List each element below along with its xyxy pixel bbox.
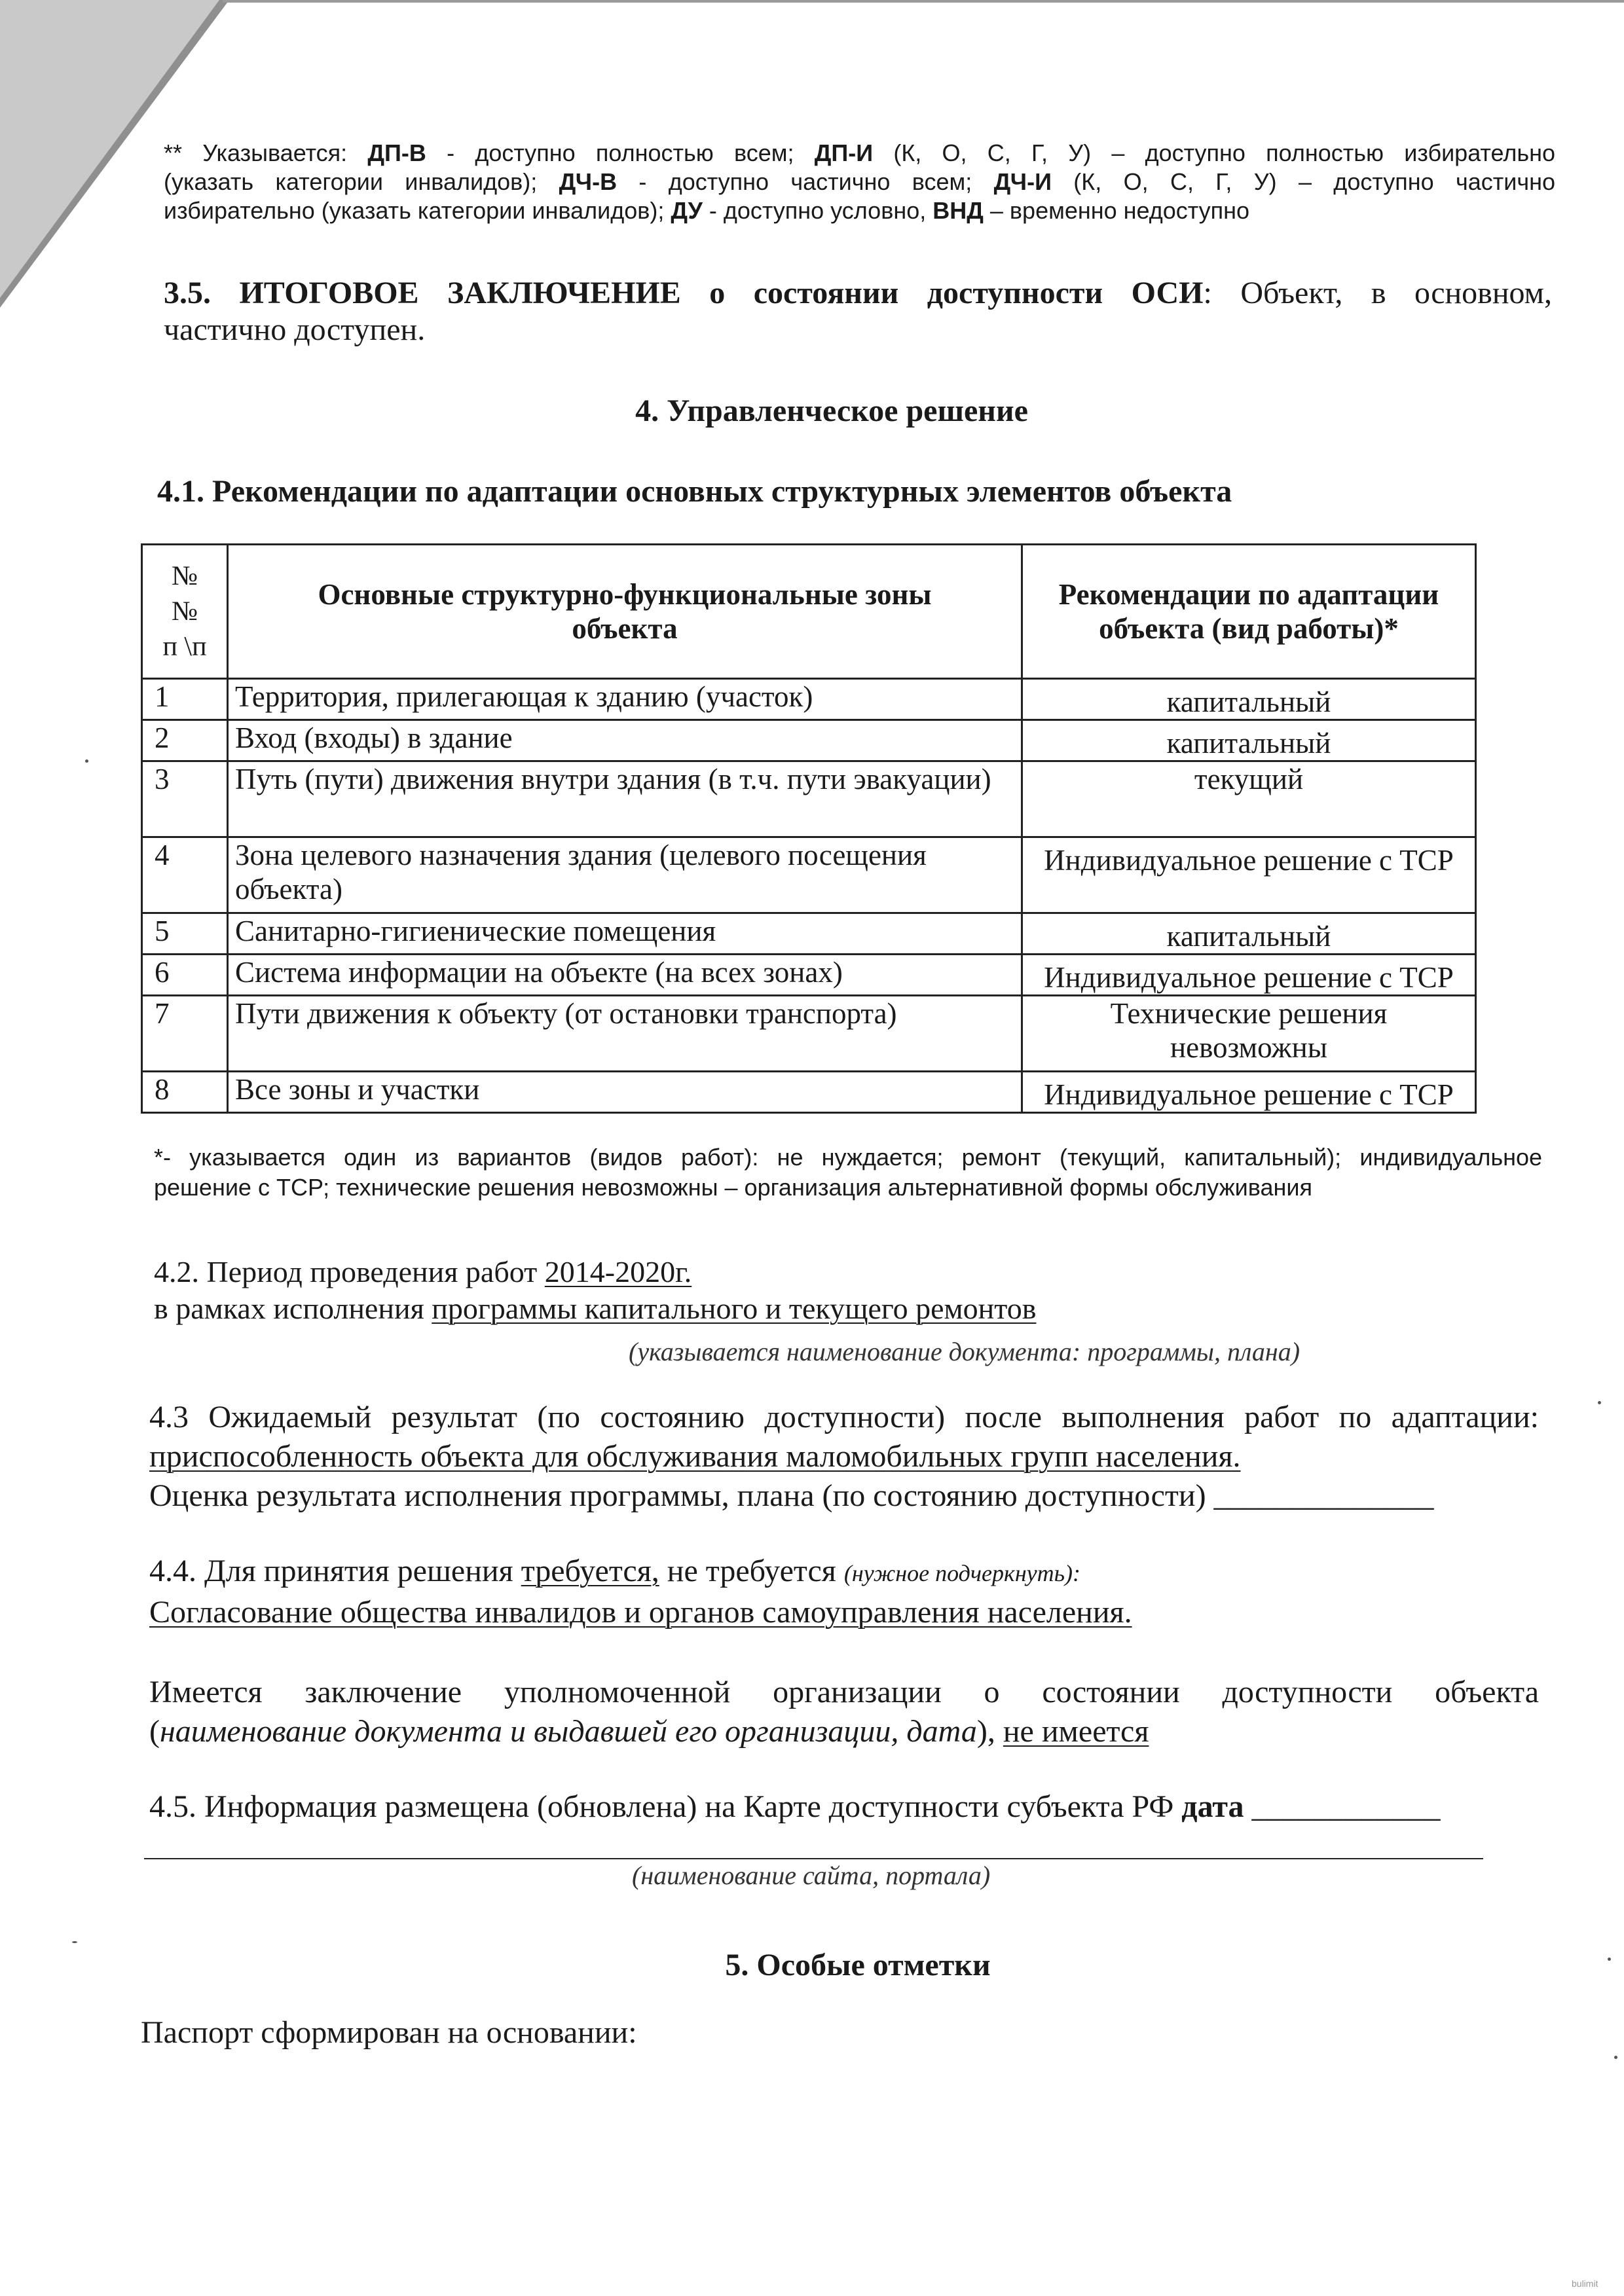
- row-recommendation: Индивидуальное решение с ТСР: [1022, 837, 1476, 913]
- row-num: 3: [142, 761, 228, 837]
- footnote-code: ДЧ-И: [993, 168, 1052, 195]
- final-conclusion-line-1: [164, 275, 1552, 312]
- section-4-2-caption: (указывается наименование документа: программы, плана): [629, 1337, 1301, 1366]
- footnote-text: – временно недоступно: [983, 197, 1250, 224]
- table-row: [142, 720, 1476, 761]
- section-4-4-line-1: [149, 1552, 1539, 1593]
- row-recommendation: Технические решения невозможны: [1022, 996, 1476, 1072]
- map-info-date-blank: ____________: [1244, 1789, 1441, 1824]
- footnote-top-line-2: [164, 168, 1555, 196]
- section-4-3-line-1: 4.3 Ожидаемый результат (по состоянию доступности) после выполнения работ по адаптации:: [149, 1400, 1539, 1434]
- section-4-4: [149, 1552, 1539, 1632]
- site-name-line: [144, 1858, 1483, 1859]
- row-zone: Система информации на объекте (на всех зонах): [228, 955, 1022, 996]
- table-footnote-line-1: *- указывается один из вариантов (видов работ): не нуждается; ремонт (текущий, капитальный); индивидуальное: [154, 1144, 1542, 1171]
- final-conclusion-text: : Объект, в основном,: [1203, 276, 1552, 310]
- footnote-text: избирательно (указать категории инвалидов);: [164, 197, 671, 224]
- section-4-4-line-2: Согласование общества инвалидов и органов самоуправления населения.: [149, 1595, 1132, 1630]
- table-row: [142, 679, 1476, 720]
- paren-open: (: [149, 1714, 160, 1749]
- section-4-3: [149, 1398, 1539, 1516]
- organization-conclusion: [149, 1673, 1539, 1751]
- row-num: 8: [142, 1072, 228, 1113]
- footnote-code: ДУ: [671, 197, 703, 224]
- row-num: 2: [142, 720, 228, 761]
- footnote-code: ДП-В: [367, 139, 426, 166]
- row-recommendation: капитальный: [1022, 913, 1476, 955]
- recommendations-table: [141, 543, 1477, 1114]
- footnote-top-line-3: [164, 196, 1555, 225]
- row-num: 1: [142, 679, 228, 720]
- scan-top-edge: [223, 0, 1624, 3]
- scan-speck: [72, 1941, 77, 1943]
- row-zone: Территория, прилегающая к зданию (участок): [228, 679, 1022, 720]
- header-zone: Основные структурно-функциональные зоны объекта: [228, 545, 1022, 679]
- decision-not-required: не требуется: [659, 1554, 844, 1588]
- section-4-5: [149, 1787, 1539, 1827]
- table-footnote: [154, 1142, 1542, 1203]
- section-4-title: 4. Управленческое решение: [635, 393, 1028, 428]
- row-zone: Все зоны и участки: [228, 1072, 1022, 1113]
- footnote-text: - доступно условно,: [702, 197, 933, 224]
- footnote-top: [164, 139, 1555, 225]
- row-recommendation: Индивидуальное решение с ТСР: [1022, 1072, 1476, 1113]
- section-4-2-line-2: [154, 1290, 1542, 1327]
- footnote-text: - доступно полностью всем;: [426, 139, 815, 166]
- program-label: в рамках исполнения: [154, 1292, 432, 1325]
- row-recommendation: капитальный: [1022, 720, 1476, 761]
- header-num: № № п \п: [142, 545, 228, 679]
- section-4-3-line-3: Оценка результата исполнения программы, плана (по состоянию доступности) ______________: [149, 1478, 1434, 1513]
- row-recommendation: текущий: [1022, 761, 1476, 837]
- decision-label: 4.4. Для принятия решения: [149, 1554, 521, 1588]
- table-row: [142, 1072, 1476, 1113]
- document-hint: наименование документа и выдавшей его организации, дата: [159, 1714, 977, 1749]
- table-header-row: [142, 545, 1476, 679]
- scan-speck: [1598, 1401, 1601, 1404]
- footnote-text: - доступно частично всем;: [617, 168, 994, 195]
- row-zone: Санитарно-гигиенические помещения: [228, 913, 1022, 955]
- scan-speck: [1614, 2056, 1617, 2059]
- program-value: программы капитального и текущего ремонтов: [432, 1292, 1037, 1325]
- section-4-2-line-1: [154, 1254, 1542, 1290]
- row-num: 7: [142, 996, 228, 1072]
- footnote-text: (К, О, С, Г, У) – доступно полностью избирательно: [873, 139, 1556, 166]
- table-row: [142, 955, 1476, 996]
- row-recommendation: капитальный: [1022, 679, 1476, 720]
- row-zone: Зона целевого назначения здания (целевого посещения объекта): [228, 837, 1022, 913]
- period-label: 4.2. Период проведения работ: [154, 1255, 545, 1288]
- table-row: [142, 761, 1476, 837]
- paren-close: ),: [976, 1714, 1003, 1749]
- row-zone: Пути движения к объекту (от остановки транспорта): [228, 996, 1022, 1072]
- row-zone: Вход (входы) в здание: [228, 720, 1022, 761]
- final-conclusion-label: 3.5. ИТОГОВОЕ ЗАКЛЮЧЕНИЕ о состоянии доступности ОСИ: [164, 276, 1204, 310]
- row-recommendation: Индивидуальное решение с ТСР: [1022, 955, 1476, 996]
- footnote-code: ДП-И: [814, 139, 874, 166]
- table-row: [142, 996, 1476, 1072]
- table-row: [142, 913, 1476, 955]
- header-recommendation: Рекомендации по адаптации объекта (вид работы)*: [1022, 545, 1476, 679]
- map-info-date-label: дата: [1181, 1789, 1244, 1824]
- section-4-3-line-2: приспособленность объекта для обслуживания маломобильных групп населения.: [149, 1439, 1241, 1474]
- row-num: 5: [142, 913, 228, 955]
- table-row: [142, 837, 1476, 913]
- section-4-5-caption: (наименование сайта, портала): [632, 1861, 991, 1890]
- table-footnote-line-2: решение с ТСР; технические решения невозможны – организация альтернативной формы обслуживания: [154, 1174, 1312, 1201]
- organization-conclusion-line-1: Имеется заключение уполномоченной организации о состоянии доступности объекта: [149, 1675, 1539, 1709]
- footnote-text: ** Указывается:: [164, 139, 368, 166]
- organization-conclusion-value: не имеется: [1003, 1714, 1149, 1749]
- row-num: 4: [142, 837, 228, 913]
- organization-conclusion-line-2: [149, 1712, 1539, 1751]
- final-conclusion: [164, 275, 1552, 348]
- scan-speck: [1608, 1958, 1611, 1961]
- corner-mark: bulimit: [1572, 2278, 1598, 2289]
- final-conclusion-text-2: частично доступен.: [164, 312, 426, 347]
- section-4-5-line-1: [149, 1787, 1539, 1827]
- row-num: 6: [142, 955, 228, 996]
- period-value: 2014-2020г.: [544, 1255, 692, 1288]
- footnote-text: (указать категории инвалидов);: [164, 168, 559, 195]
- decision-required: требуется,: [521, 1554, 659, 1588]
- decision-hint: (нужное подчеркнуть):: [843, 1560, 1081, 1586]
- section-4-2: [154, 1254, 1542, 1327]
- footnote-code: ДЧ-В: [559, 168, 618, 195]
- footnote-top-line-1: [164, 139, 1555, 168]
- row-zone: Путь (пути) движения внутри здания (в т.ч. пути эвакуации): [228, 761, 1022, 837]
- footnote-text: (К, О, С, Г, У) – доступно частично: [1051, 168, 1555, 195]
- scan-speck: [85, 759, 88, 763]
- passport-basis: Паспорт сформирован на основании:: [141, 2015, 637, 2050]
- footnote-code: ВНД: [932, 197, 984, 224]
- section-5-title: 5. Особые отметки: [725, 1948, 991, 1982]
- map-info-label: 4.5. Информация размещена (обновлена) на Карте доступности субъекта РФ: [149, 1789, 1182, 1824]
- section-4-1-title: 4.1. Рекомендации по адаптации основных структурных элементов объекта: [157, 474, 1232, 509]
